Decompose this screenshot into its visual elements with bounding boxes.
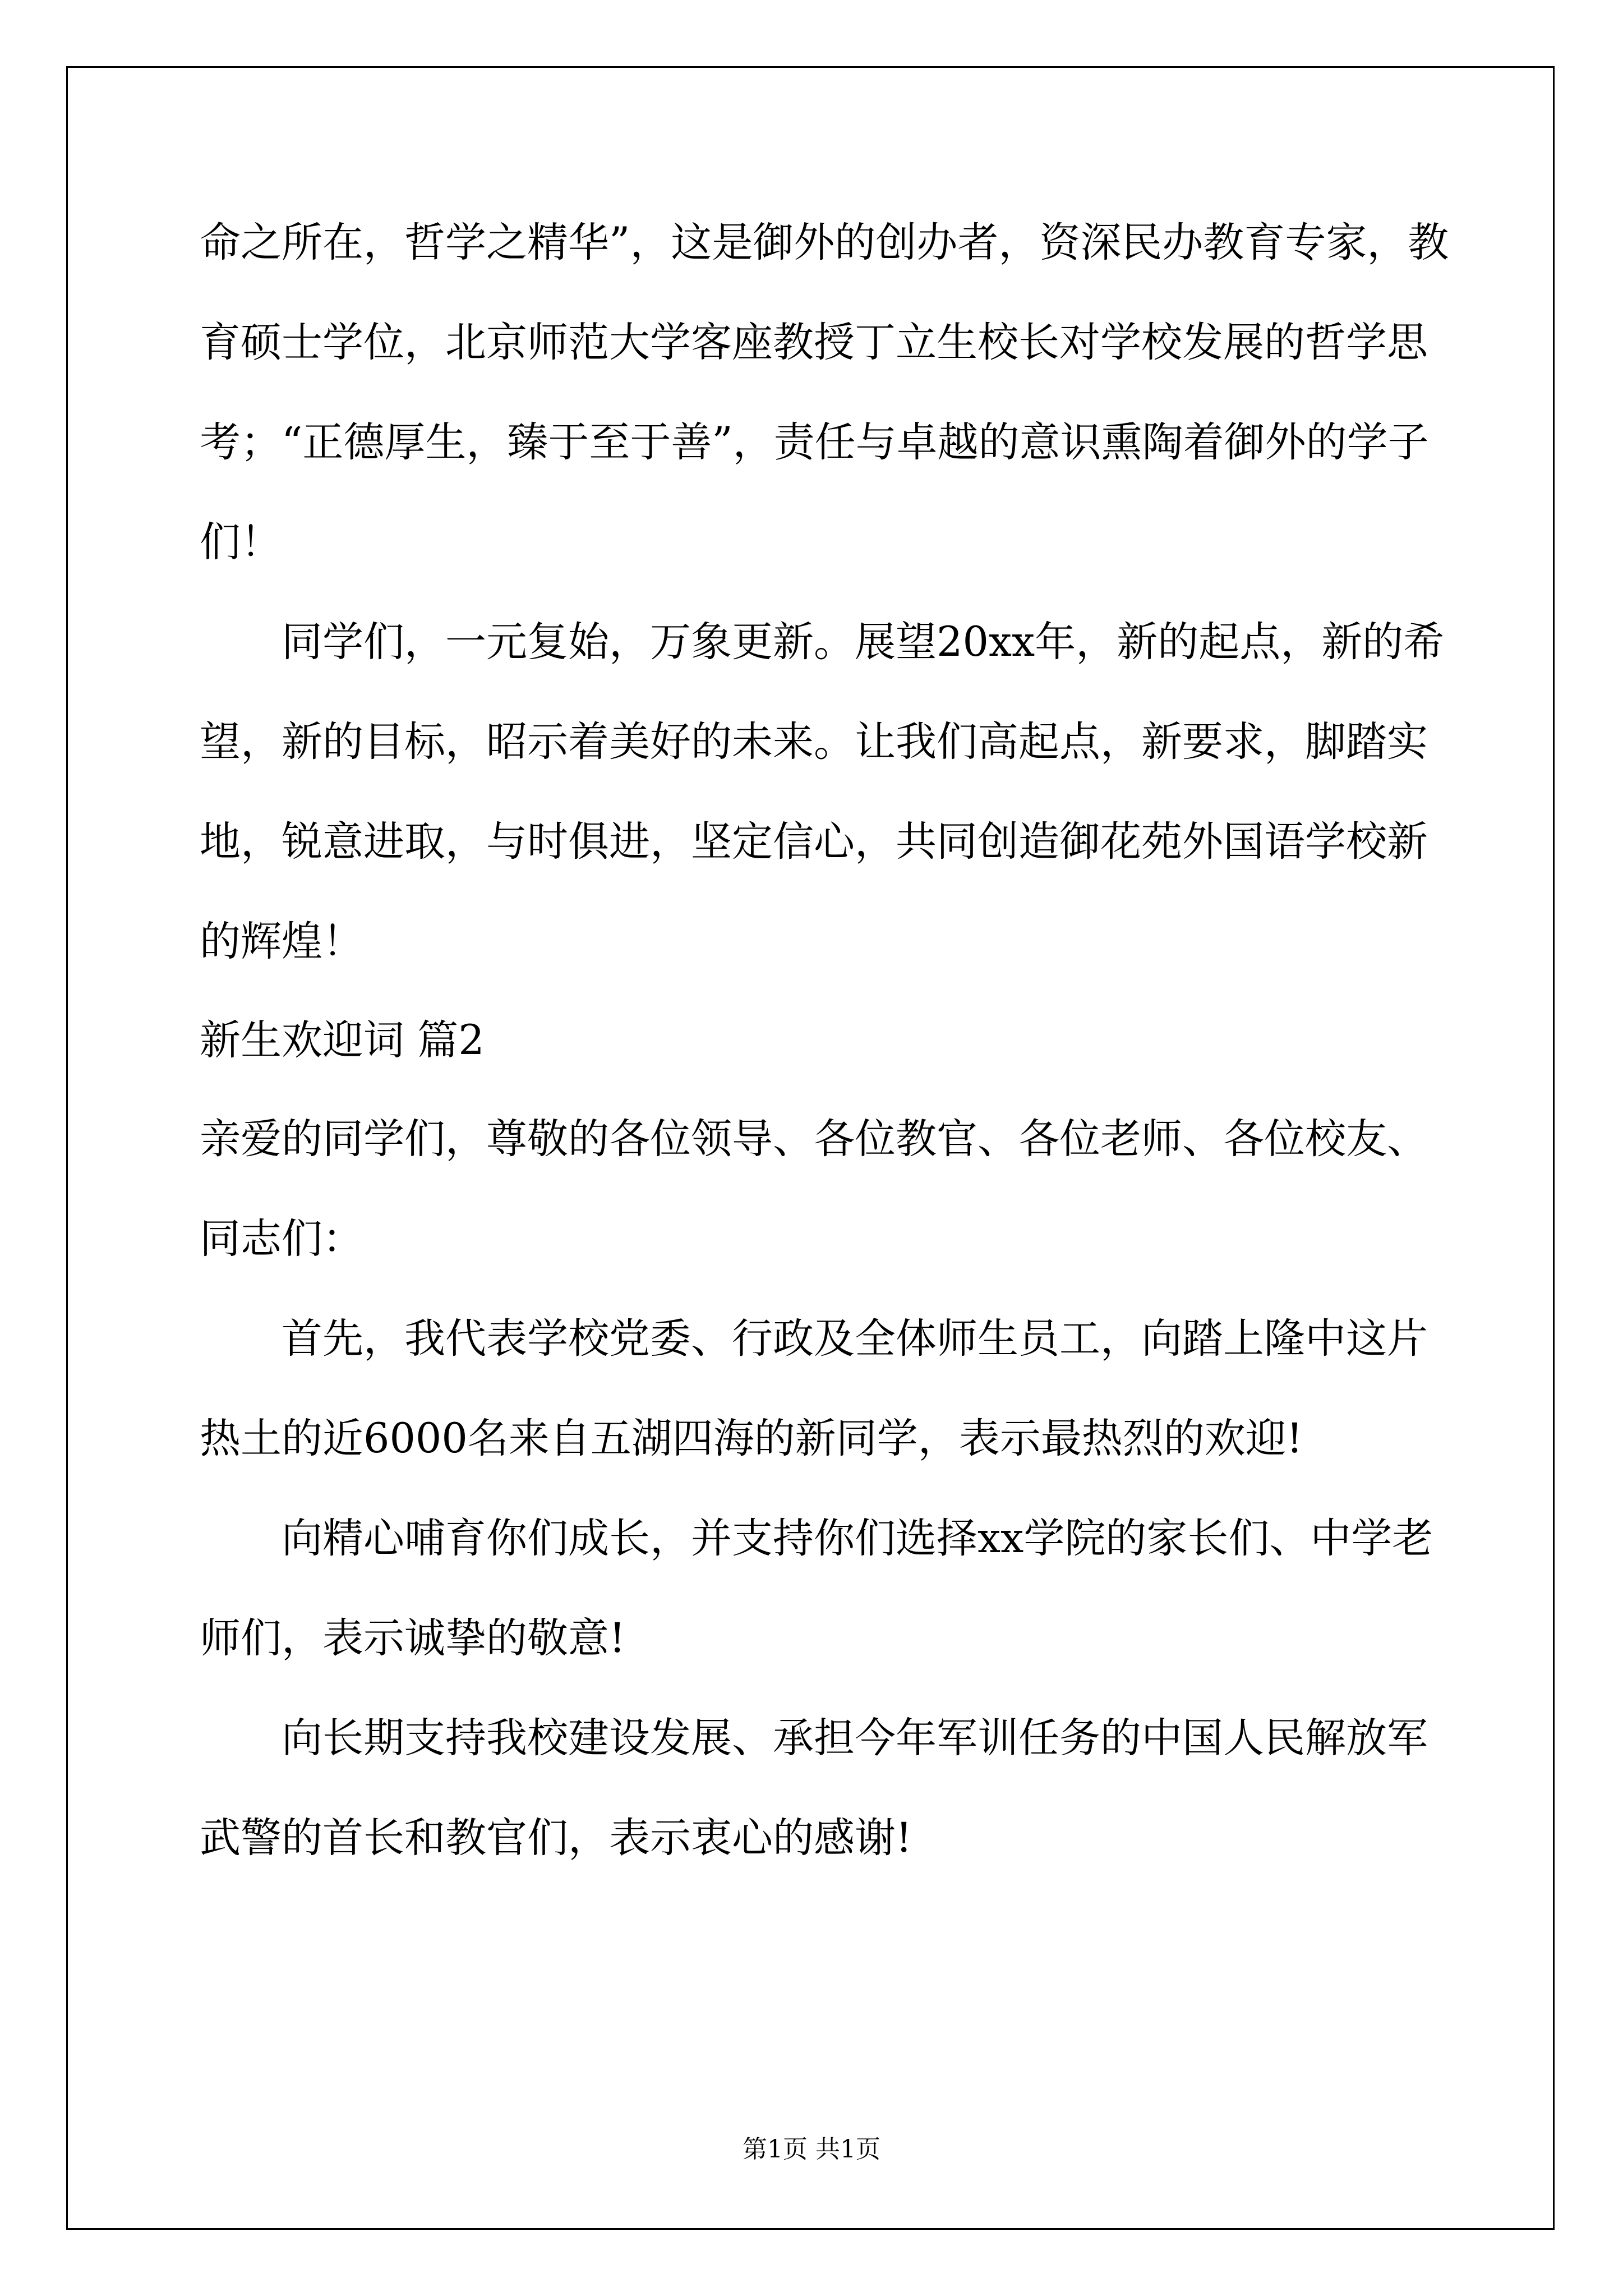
text-line: 的辉煌！ — [200, 918, 363, 965]
text-line: 望，新的目标，昭示着美好的未来。让我们高起点，新要求，脚踏实 — [200, 718, 1428, 766]
text-line: 热土的近6000名来自五湖四海的新同学，表示最热烈的欢迎! — [200, 1415, 1303, 1462]
page-number-footer: 第1页 共1页 — [743, 2135, 880, 2164]
section-heading: 新生欢迎词 篇2 — [200, 1016, 485, 1064]
text-line: 亲爱的同学们，尊敬的各位领导、各位教官、各位老师、各位校友、 — [200, 1115, 1428, 1163]
text-line: 同学们，一元复始，万象更新。展望20xx年，新的起点，新的希 — [282, 618, 1445, 666]
text-line: 地，锐意进取，与时俱进，坚定信心，共同创造御花苑外国语学校新 — [200, 818, 1428, 866]
text-line: 师们，表示诚挚的敬意! — [200, 1614, 626, 1662]
text-line: 向精心哺育你们成长，并支持你们选择xx学院的家长们、中学老 — [282, 1515, 1433, 1562]
text-line: 们！ — [200, 518, 282, 566]
text-line: 同志们： — [200, 1215, 363, 1263]
text-line: 首先，我代表学校党委、行政及全体师生员工，向踏上隆中这片 — [282, 1315, 1428, 1363]
text-line: 向长期支持我校建设发展、承担今年军训任务的中国人民解放军 — [282, 1714, 1428, 1762]
text-line: 考；“正德厚生，臻于至于善”，责任与卓越的意识熏陶着御外的学子 — [200, 418, 1429, 466]
text-line: 命之所在，哲学之精华”，这是御外的创办者，资深民办教育专家，教 — [200, 219, 1449, 266]
text-line: 育硕士学位，北京师范大学客座教授丁立生校长对学校发展的哲学思 — [200, 319, 1428, 366]
text-line: 武警的首长和教官们，表示衷心的感谢! — [200, 1814, 912, 1862]
